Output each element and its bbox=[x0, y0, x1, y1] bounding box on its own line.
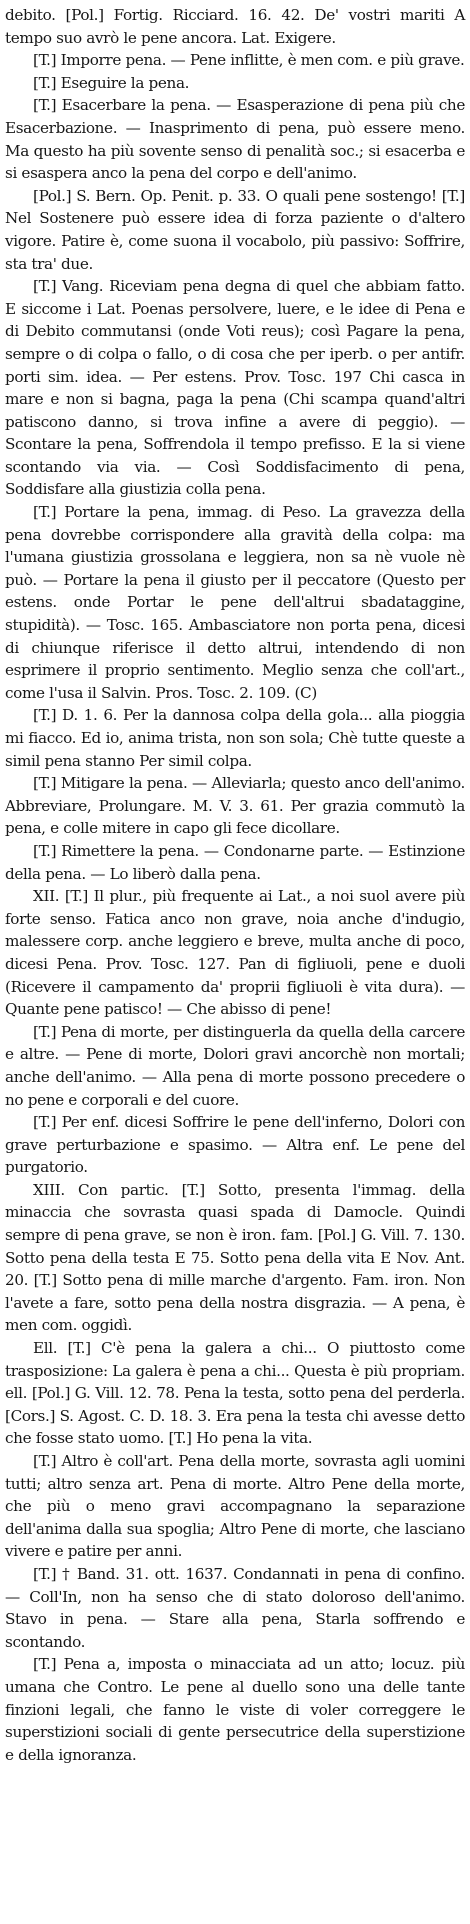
paragraph-text: XII. [T.] Il plur., più frequente ai Lat., a noi suol avere più forte senso. Fatica anco non grave, noia anche d'indugio, malessere corp. anche leggiero e breve, multa anche di poco, dicesi Pena. Prov. Tosc. 127. Pan di figliuoli, pene e duoli (Ricevere il campamento da' proprii figliuoli è vita dura). — Quante pene patisco! — Che abisso di pene! bbox=[5, 887, 465, 1019]
entry-paragraph-5 bbox=[5, 185, 465, 275]
entry-paragraph-4 bbox=[5, 94, 465, 184]
paragraph-text: [T.] † Band. 31. ott. 1637. Condannati in pena di confino. — Coll'In, non ha senso che di stato doloroso dell'animo. Stavo in pena. — Stare alla pena, Starla soffrendo e scontando. bbox=[5, 1564, 465, 1651]
paragraph-text: [T.] D. 1. 6. Per la dannosa colpa della gola... alla pioggia mi fiacco. Ed io, anima trista, non son sola; Chè tutte queste a simil pena stanno Per simil colpa. bbox=[5, 706, 465, 770]
paragraph-text: [T.] Imporre pena. — Pene inflitte, è men com. e più grave. bbox=[33, 51, 465, 70]
paragraph-text: [T.] Pena a, imposta o minacciata ad un atto; locuz. più umana che Contro. Le pene al duello sono una delle tante finzioni legali, che fanno le viste di voler correggere le superstizioni sociali di gente persecutrice della superstizione e della ignoranza. bbox=[5, 1655, 465, 1764]
entry-paragraph-8 bbox=[5, 704, 465, 772]
entry-paragraph-10 bbox=[5, 840, 465, 885]
entry-paragraph-11 bbox=[5, 885, 465, 1021]
paragraph-text: [T.] Eseguire la pena. bbox=[33, 73, 190, 92]
paragraph-text: [T.] Vang. Riceviam pena degna di quel che abbiam fatto. E siccome i Lat. Poenas persolvere, luere, e le idee di Pena e di Debito commutansi (onde Voti reus); così Pagare la pena, sempre o di colpa o fallo, o di cosa che per iperb. o per antifr. porti sim. idea. — Per estens. Prov. Tosc. 197 Chi casca in mare e non si bagna, paga la pena (Chi scampa quand'altri patiscono danno, si trova infine a avere di peggio). — Scontare la pena, Soffrendola il tempo prefisso. E la si viene scontando via via. — Così Soddisfacimento di pena, Soddisfare alla giustizia colla pena. bbox=[5, 277, 465, 499]
paragraph-text: [T.] Per enf. dicesi Soffrire le pene dell'inferno, Dolori con grave perturbazione e spasimo. — Altra enf. Le pene del purgatorio. bbox=[5, 1113, 465, 1177]
entry-paragraph-12 bbox=[5, 1021, 465, 1111]
paragraph-text: [T.] Portare la pena, immag. di Peso. La gravezza della pena dovrebbe corrispondere alla gravità della colpa: ma l'umana giustizia grossolana e leggiera, non sa nè vuole nè può. — Portare la pena il giusto per il peccatore (Questo per estens. onde Portar le pene dell'altrui sbadataggine, stupidità). — Tosc. 165. Ambasciatore non porta pena, dicesi di chiunque riferisce il detto altrui, intendendo di non esprimere il proprio sentimento. Meglio senza che coll'art., come l'usa il Salvin. Pros. Tosc. 2. 109. (C) bbox=[5, 503, 465, 702]
paragraph-text: [T.] Esacerbare la pena. — Esasperazione di pena più che Esacerbazione. — Inasprimento di pena, può essere meno. Ma questo ha più sovente senso di penalità soc.; si esacerba e si esaspera anco la pena del corpo e dell'animo. bbox=[5, 96, 465, 183]
entry-paragraph-7 bbox=[5, 501, 465, 704]
entry-paragraph-3 bbox=[5, 72, 465, 95]
entry-paragraph-2 bbox=[5, 49, 465, 72]
entry-paragraph-15 bbox=[5, 1337, 465, 1450]
paragraph-text: [T.] Pena di morte, per distinguerla da quella della carcere e altre. — Pene di morte, Dolori gravi ancorchè non mortali; anche dell'animo. — Alla pena di morte possono precedere o no pene e corporali e del cuore. bbox=[5, 1022, 465, 1109]
entry-paragraph-14 bbox=[5, 1179, 465, 1337]
paragraph-text: [T.] Altro è coll'art. Pena della morte, sovrasta agli uomini tutti; altro senza art. Pena di morte. Altro Pene della morte, che più o meno gravi accompagnano la separazione dell'anima dalla sua spoglia; Altro Pene di morte, che lasciano vivere e patire per anni. bbox=[5, 1452, 465, 1561]
paragraph-text: Ell. [T.] C'è pena la galera a chi... O piuttosto come trasposizione: La galera è pena a chi... Questa è più propriam. ell. [Pol.] G. Vill. 12. 78. Pena la testa, sotto pena del perderla. [Cors.] S. Agost. C. D. 18. 3. Era pena la testa chi avesse detto che fosse stato uomo. [T.] Ho pena la vita. bbox=[5, 1339, 465, 1448]
entry-paragraph-17 bbox=[5, 1563, 465, 1653]
paragraph-text: [T.] Mitigare la pena. — Alleviarla; questo anco dell'animo. Abbreviare, Prolungare. M. V. 3. 61. Per grazia commutò la pena, e colle mitere in capo gli fece dicollare. bbox=[5, 774, 465, 838]
entry-paragraph-13 bbox=[5, 1111, 465, 1179]
paragraph-text: debito. [Pol.] Fortig. Ricciard. 16. 42. De' vostri mariti A tempo suo avrò le pene ancora. Lat. Exigere. bbox=[5, 6, 465, 47]
entry-paragraph-16 bbox=[5, 1450, 465, 1563]
entry-paragraph-18 bbox=[5, 1653, 465, 1766]
entry-paragraph-1 bbox=[5, 4, 465, 49]
paragraph-text: [Pol.] S. Bern. Op. Penit. p. 33. O quali pene sostengo! [T.] Nel Sostenere può essere idea di forza paziente o d'altero vigore. Patire è, come suona il vocabolo, più passivo: Soffrire, sta tra' due. bbox=[5, 186, 465, 273]
paragraph-text: XIII. Con partic. [T.] Sotto, presenta l'immag. della minaccia che sovrasta quasi spada di Damocle. Quindi sempre di pena grave, se non è iron. fam. [Pol.] G. Vill. 7. 130. Sotto pena della testa E 75. Sotto pena della vita E Nov. Ant. 20. [T.] Sotto pena di mille marche d'argento. Fam. iron. Non l'avete a fare, sotto pena della nostra disgrazia. — A pena, è men com. oggidì. bbox=[5, 1180, 465, 1335]
entry-paragraph-9 bbox=[5, 772, 465, 840]
entry-paragraph-6 bbox=[5, 275, 465, 501]
paragraph-text: [T.] Rimettere la pena. — Condonarne parte. — Estinzione della pena. — Lo liberò dalla pena. bbox=[5, 841, 465, 883]
